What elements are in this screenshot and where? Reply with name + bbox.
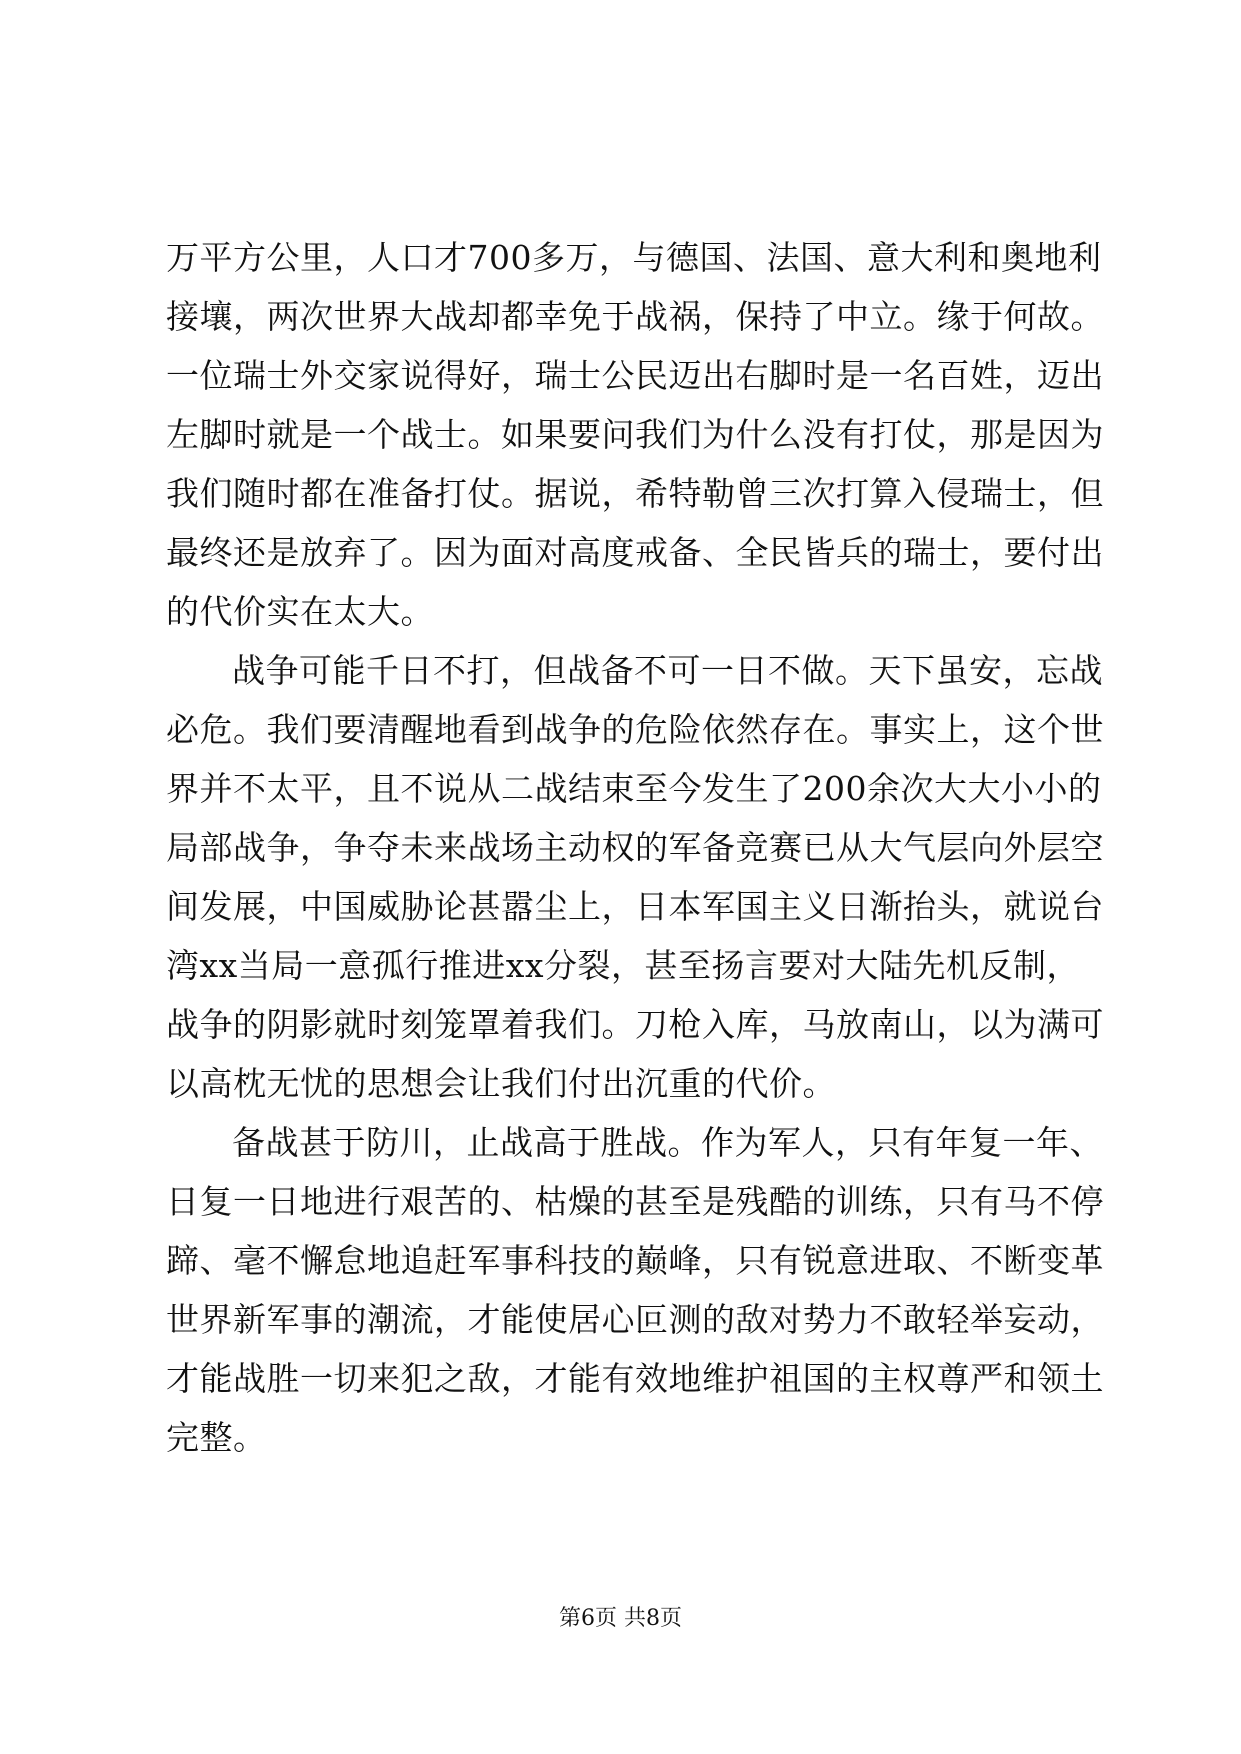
paragraph-2-line-5: 间发展，中国威胁论甚嚣尘上，日本军国主义日渐抬头，就说台 [166, 887, 1104, 926]
paragraph-3-line-4: 世界新军事的潮流，才能使居心叵测的敌对势力不敢轻举妄动， [166, 1300, 1104, 1339]
paragraph-3-line-5: 才能战胜一切来犯之敌，才能有效地维护祖国的主权尊严和领土 [166, 1359, 1104, 1398]
paragraph-2-line-1: 战争可能千日不打，但战备不可一日不做。天下虽安，忘战 [232, 651, 1103, 690]
paragraph-3-line-1: 备战甚于防川，止战高于胜战。作为军人，只有年复一年、 [232, 1123, 1103, 1162]
paragraph-2-line-3: 界并不太平，且不说从二战结束至今发生了200余次大大小小的 [166, 769, 1102, 808]
document-body [166, 228, 1104, 1467]
paragraph-1-line-6: 最终还是放弃了。因为面对高度戒备、全民皆兵的瑞士，要付出 [166, 533, 1104, 572]
paragraph-1-line-7: 的代价实在太大。 [166, 592, 434, 631]
paragraph-2-line-6: 湾xx当局一意孤行推进xx分裂，甚至扬言要对大陆先机反制， [166, 946, 1080, 985]
paragraph-2-line-8: 以高枕无忧的思想会让我们付出沉重的代价。 [166, 1064, 836, 1103]
paragraph-1-line-1: 万平方公里，人口才700多万，与德国、法国、意大利和奥地利 [166, 238, 1102, 277]
page-number-footer: 第6页 共8页 [559, 1606, 682, 1631]
paragraph-2-line-4: 局部战争，争夺未来战场主动权的军备竞赛已从大气层向外层空 [166, 828, 1104, 867]
paragraph-1-line-4: 左脚时就是一个战士。如果要问我们为什么没有打仗，那是因为 [166, 415, 1104, 454]
paragraph-2-line-7: 战争的阴影就时刻笼罩着我们。刀枪入库，马放南山，以为满可 [166, 1005, 1104, 1044]
paragraph-1-line-5: 我们随时都在准备打仗。据说，希特勒曾三次打算入侵瑞士，但 [166, 474, 1104, 513]
paragraph-3-line-6: 完整。 [166, 1418, 267, 1457]
paragraph-1-line-3: 一位瑞士外交家说得好，瑞士公民迈出右脚时是一名百姓，迈出 [166, 356, 1104, 395]
paragraph-3-line-2: 日复一日地进行艰苦的、枯燥的甚至是残酷的训练，只有马不停 [166, 1182, 1104, 1221]
paragraph-2-line-2: 必危。我们要清醒地看到战争的危险依然存在。事实上，这个世 [166, 710, 1104, 749]
paragraph-3-line-3: 蹄、毫不懈怠地追赶军事科技的巅峰，只有锐意进取、不断变革 [166, 1241, 1104, 1280]
paragraph-1-line-2: 接壤，两次世界大战却都幸免于战祸，保持了中立。缘于何故。 [166, 297, 1104, 336]
